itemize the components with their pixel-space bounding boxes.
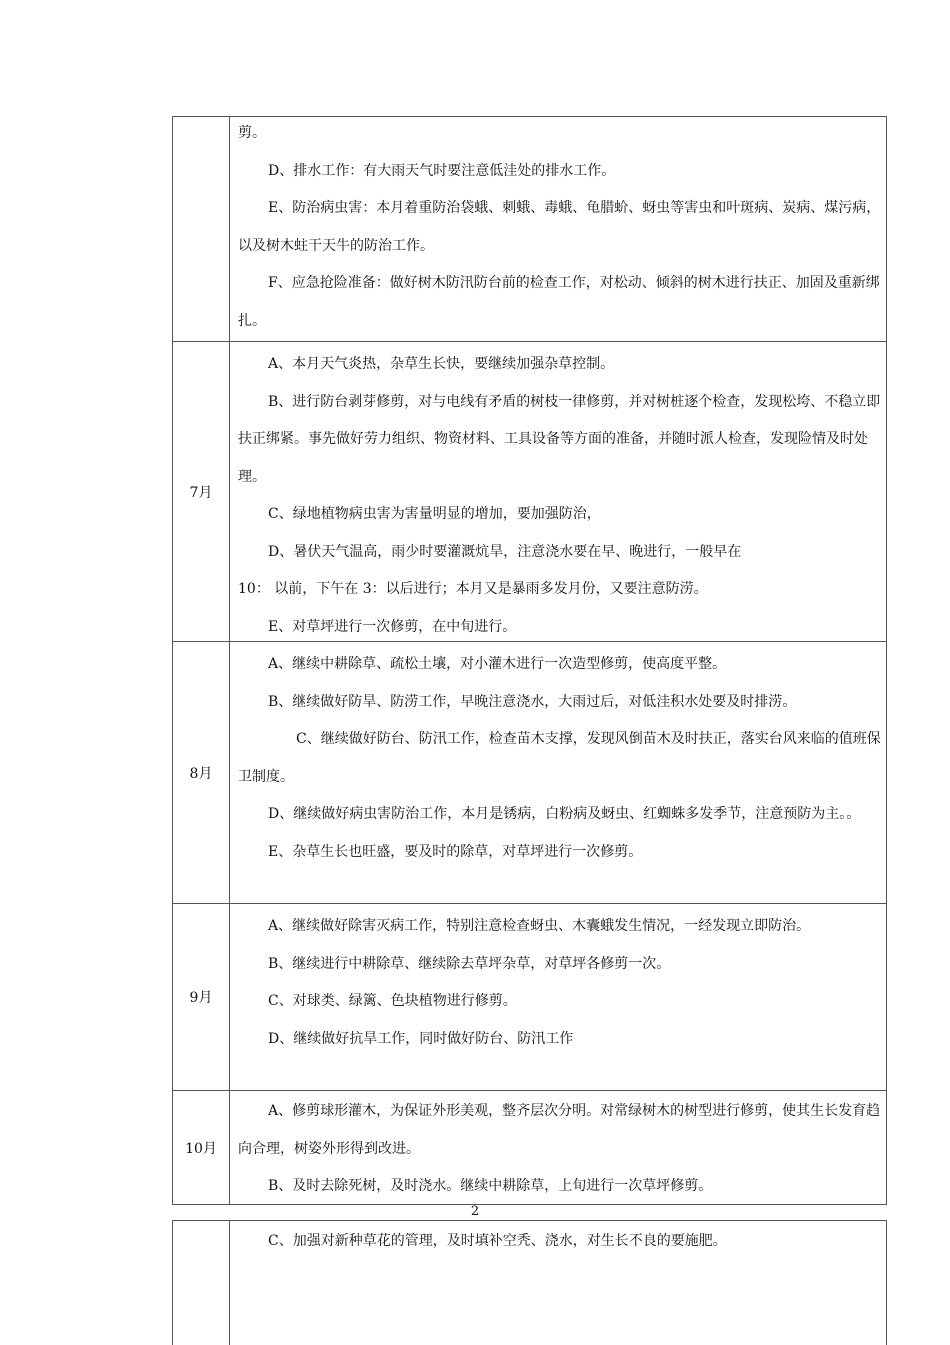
paragraph: A、修剪球形灌木，为保证外形美观，整齐层次分明。对常绿树木的树型进行修剪，使其生长发育趋向合理，树姿外形得到改进。 <box>238 1103 881 1157</box>
paragraph: C、绿地植物病虫害为害量明显的增加，要加强防治， <box>268 506 601 522</box>
paragraph: E、对草坪进行一次修剪，在中旬进行。 <box>268 618 517 635</box>
paragraph: D、排水工作：有大雨天气时要注意低洼处的排水工作。 <box>268 162 616 179</box>
paragraph: C、继续做好防台、防汛工作，检查苗木支撑，发现风倒苗木及时扶正，落实台风来临的值班保卫制度。 <box>238 731 881 785</box>
month-cell <box>173 117 230 341</box>
paragraph: B、进行防台剥芽修剪，对与电线有矛盾的树枝一律修剪，并对树桩逐个检查，发现松垮、不稳立即扶正绑紧。事先做好劳力组织、物资材料、工具设备等方面的准备，并随时派人检查，发现险情及时处理。 <box>238 393 881 485</box>
paragraph: B、继续做好防旱、防涝工作，早晚注意浇水，大雨过后，对低洼积水处要及时排涝。 <box>268 693 797 710</box>
table-row <box>173 904 886 1091</box>
paragraph: E、杂草生长也旺盛，要及时的除草，对草坪进行一次修剪。 <box>268 843 643 860</box>
month-cell <box>173 1221 230 1345</box>
paragraph: 剪。 <box>238 125 266 141</box>
content-cell <box>230 642 886 903</box>
table-row <box>173 1091 886 1205</box>
paragraph: C、对球类、绿篱、色块植物进行修剪。 <box>268 993 517 1009</box>
content-cell <box>230 117 886 341</box>
page-number: 2 <box>470 1204 480 1219</box>
table-row <box>173 1221 886 1345</box>
paragraph: C、加强对新种草花的管理，及时填补空秃、浇水，对生长不良的要施肥。 <box>268 1233 727 1249</box>
content-cell <box>230 904 886 1090</box>
month-cell: 9月 <box>173 904 230 1090</box>
table-row <box>173 342 886 642</box>
schedule-table <box>172 116 887 1205</box>
paragraph: B、及时去除死树，及时浇水。继续中耕除草，上旬进行一次草坪修剪。 <box>268 1178 713 1194</box>
content-cell <box>230 1091 886 1204</box>
month-cell: 10月 <box>173 1091 230 1204</box>
month-cell: 7月 <box>173 342 230 641</box>
table-row <box>173 117 886 342</box>
paragraph: E、防治病虫害：本月着重防治袋蛾、刺蛾、毒蛾、龟腊蚧、蚜虫等害虫和叶斑病、炭病、煤污病，以及树木蛀干天牛的防治工作。 <box>238 200 881 254</box>
paragraph: B、继续进行中耕除草、继续除去草坪杂草，对草坪各修剪一次。 <box>268 955 671 972</box>
paragraph: D、暑伏天气温高，雨少时要灌溉炕旱，注意浇水要在早、晚进行，一般早在 <box>268 543 742 560</box>
paragraph: D、继续做好病虫害防治工作，本月是锈病，白粉病及蚜虫、红蜘蛛多发季节，注意预防为主。。 <box>268 806 861 822</box>
paragraph: A、继续中耕除草、疏松土壤，对小灌木进行一次造型修剪，使高度平整。 <box>268 656 727 672</box>
paragraph: F、应急抢险准备：做好树木防汛防台前的检查工作，对松动、倾斜的树木进行扶正、加固及重新绑扎。 <box>238 275 880 329</box>
paragraph: A、继续做好除害灭病工作，特别注意检查蚜虫、木囊蛾发生情况，一经发现立即防治。 <box>268 918 811 934</box>
paragraph: 10： 以前，下午在 3：以后进行；本月又是暴雨多发月份，又要注意防涝。 <box>238 581 708 597</box>
content-cell <box>230 342 886 641</box>
content-cell <box>230 1221 886 1345</box>
table-row <box>173 642 886 904</box>
month-cell: 8月 <box>173 642 230 903</box>
schedule-table-continued <box>172 1220 887 1345</box>
paragraph: D、继续做好抗旱工作，同时做好防台、防汛工作 <box>268 1030 574 1047</box>
paragraph: A、本月天气炎热，杂草生长快，要继续加强杂草控制。 <box>268 356 615 372</box>
